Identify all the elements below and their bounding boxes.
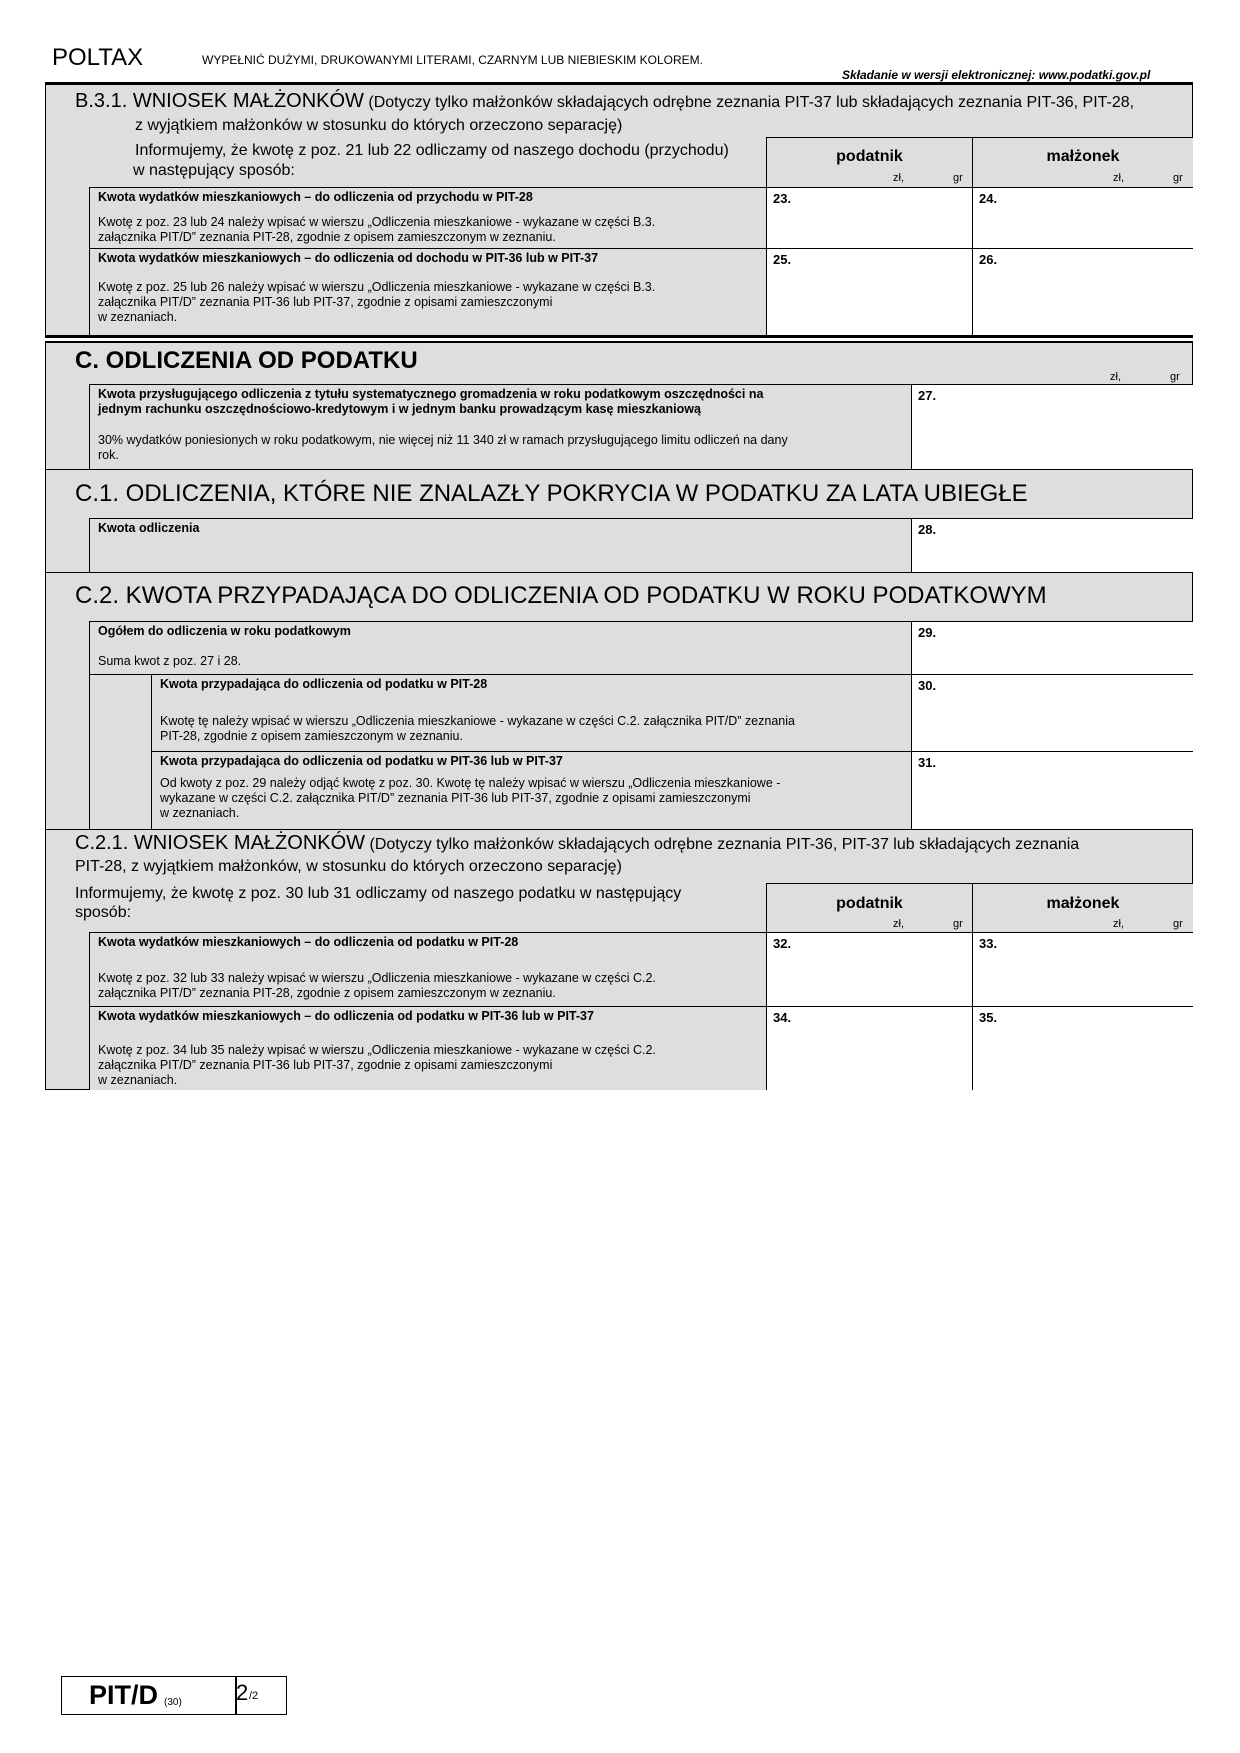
b31-row2-label: Kwota wydatków mieszkaniowych – do odliczenia od dochodu w PIT-36 lub w PIT-37 Kwotę z poz. 25 lub 26 należy wpisać w wierszu „Odliczenia mieszkaniowe - wykazane w części B.3. załącznika PIT/D” zeznania PIT-36 lub PIT-37, zgodnie z opisami zamieszczonymi w zeznaniach. xyxy=(89,248,766,337)
field-27[interactable]: 27. xyxy=(911,384,1193,469)
c-row27-label: Kwota przysługującego odliczenia z tytułu systematycznego gromadzenia w roku podatkowym oszczędności na jednym rachunku oszczędnościowo-kredytowym i w jednym banku prowadzącym kasę mieszkaniową 30% wydatków poniesionych w roku podatkowym, nie więcej niż 11 340 zł w ramach przysługującego limitu odliczeń na dany rok. xyxy=(89,384,911,469)
c2-row30-label: Kwota przypadająca do odliczenia od podatku w PIT-28 Kwotę tę należy wpisać w wierszu „Odliczenia mieszkaniowe - wykazane w części C.2. załącznika PIT/D” zeznania PIT-28, zgodnie z opisem zamieszczonym w zeznaniu. xyxy=(151,674,911,751)
page-number-box: 2 /2 xyxy=(235,1676,287,1715)
section-c1-title: C.1. ODLICZENIA, KTÓRE NIE ZNALAZŁY POKRYCIA W PODATKU ZA LATA UBIEGŁE xyxy=(75,480,1028,507)
field-34[interactable]: 34. xyxy=(766,1006,972,1090)
b31-info-line2: w następujący sposób: xyxy=(133,162,295,179)
c21-row1-label: Kwota wydatków mieszkaniowych – do odliczenia od podatku w PIT-28 Kwotę z poz. 32 lub 33 należy wpisać w wierszu „Odliczenia mieszkaniowe - wykazane w części C.2. załącznika PIT/D” zeznania PIT-28, zgodnie z opisem zamieszczonym w zeznaniu. xyxy=(89,932,766,1006)
field-23[interactable]: 23. xyxy=(766,187,972,248)
b31-col-podatnik: podatnik zł, gr xyxy=(766,137,972,187)
field-31[interactable]: 31. xyxy=(911,751,1193,829)
brand-poltax: POLTAX xyxy=(52,44,144,71)
section-divider xyxy=(45,335,1193,338)
b31-col-malzonek: małżonek zł, gr xyxy=(972,137,1193,187)
electronic-filing-note: Składanie w wersji elektronicznej: www.podatki.gov.pl xyxy=(842,68,1151,82)
c21-info-line2: sposób: xyxy=(75,904,132,921)
fill-instruction: WYPEŁNIĆ DUŻYMI, DRUKOWANYMI LITERAMI, CZARNYM LUB NIEBIESKIM KOLOREM. xyxy=(202,53,703,67)
field-32[interactable]: 32. xyxy=(766,932,972,1006)
b31-title-line2: z wyjątkiem małżonków w stosunku do których orzeczono separację) xyxy=(135,117,623,134)
field-25[interactable]: 25. xyxy=(766,248,972,337)
c2-row31-label: Kwota przypadająca do odliczenia od podatku w PIT-36 lub w PIT-37 Od kwoty z poz. 29 należy odjąć kwotę z poz. 30. Kwotę tę należy wpisać w wierszu „Odliczenia mieszkaniowe - wykazane w części C.2. załącznika PIT/D” zeznania PIT-36 lub PIT-37, zgodnie z opisami zamieszczonymi w zeznaniach. xyxy=(151,751,911,829)
section-c2-title: C.2. KWOTA PRZYPADAJĄCA DO ODLICZENIA OD PODATKU W ROKU PODATKOWYM xyxy=(75,582,1047,609)
field-35[interactable]: 35. xyxy=(972,1006,1193,1090)
field-33[interactable]: 33. xyxy=(972,932,1193,1006)
field-28[interactable]: 28. xyxy=(911,518,1193,572)
c21-info-line1: Informujemy, że kwotę z poz. 30 lub 31 odliczamy od naszego podatku w następujący xyxy=(75,885,682,902)
b31-row1-label: Kwota wydatków mieszkaniowych – do odliczenia od przychodu w PIT-28 Kwotę z poz. 23 lub 24 należy wpisać w wierszu „Odliczenia mieszkaniowe - wykazane w części B.3. załącznika PIT/D” zeznania PIT-28, zgodnie z opisem zamieszczonym w zeznaniu. xyxy=(89,187,766,248)
c21-col-podatnik: podatnik zł, gr xyxy=(766,883,972,932)
field-30[interactable]: 30. xyxy=(911,674,1193,751)
c21-title-line2: PIT-28, z wyjątkiem małżonków, w stosunku do których orzeczono separację) xyxy=(75,858,622,875)
c21-col-malzonek: małżonek zł, gr xyxy=(972,883,1193,932)
section-c-title: C. ODLICZENIA OD PODATKU xyxy=(75,347,418,374)
c21-row2-label: Kwota wydatków mieszkaniowych – do odliczenia od podatku w PIT-36 lub w PIT-37 Kwotę z poz. 34 lub 35 należy wpisać w wierszu „Odliczenia mieszkaniowe - wykazane w części C.2. załącznika PIT/D” zeznania PIT-36 lub PIT-37, zgodnie z opisami zamieszczonymi w zeznaniach. xyxy=(89,1006,766,1090)
form-id-box: PIT/D (30) xyxy=(61,1676,237,1715)
b31-info-line1: Informujemy, że kwotę z poz. 21 lub 22 odliczamy od naszego dochodu (przychodu) xyxy=(135,142,729,159)
field-29[interactable]: 29. xyxy=(911,621,1193,674)
c1-row28-label: Kwota odliczenia xyxy=(89,518,911,572)
b31-title: B.3.1. WNIOSEK MAŁŻONKÓW (Dotyczy tylko małżonków składających odrębne zeznania PIT-37 lub składających zeznania PIT-36, PIT-28, xyxy=(75,90,1135,112)
field-26[interactable]: 26. xyxy=(972,248,1193,337)
c2-row29-label: Ogółem do odliczenia w roku podatkowym Suma kwot z poz. 27 i 28. xyxy=(89,621,911,674)
c21-title: C.2.1. WNIOSEK MAŁŻONKÓW (Dotyczy tylko małżonków składających odrębne zeznania PIT-36, PIT-37 lub składających zeznania xyxy=(75,832,1080,854)
field-24[interactable]: 24. xyxy=(972,187,1193,248)
